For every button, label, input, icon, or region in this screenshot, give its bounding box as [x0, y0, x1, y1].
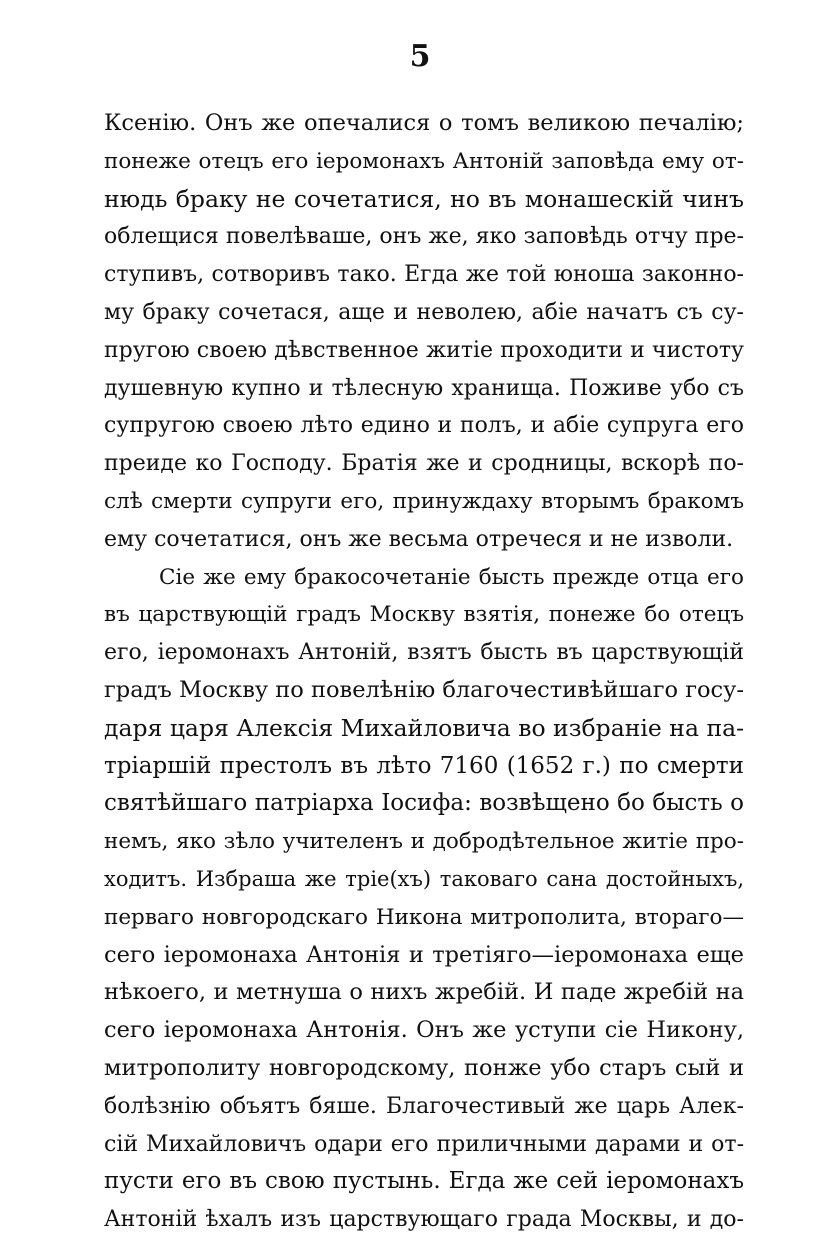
text-line: преиде ко Господу. Братія же и сродницы, вскорѣ по-: [104, 451, 744, 477]
text-line: слѣ смерти супруги его, принуждаху вторымъ бракомъ: [104, 488, 744, 514]
text-line: облещися повелѣваше, онъ же, яко заповѣдь отчу пре-: [104, 224, 744, 250]
text-line: му браку сочетася, аще и неволею, абіе начатъ съ су-: [104, 299, 744, 325]
text-line: душевную купно и тѣлесную хранища. Поживе убо съ: [104, 375, 744, 401]
text-line: сего іеромонаха Антонія. Онъ же уступи сіе Никону,: [104, 1017, 744, 1044]
text-line: митрополиту новгородскому, понже убо старъ сый и: [104, 1054, 744, 1081]
text-line: супругою своею лѣто едино и полъ, и абіе супруга его: [104, 413, 744, 439]
body-text: [104, 105, 744, 1239]
page-number: 5: [409, 39, 431, 74]
text-line: сего іеромонаха Антонія и третіяго—іеромонаха еще: [104, 941, 744, 968]
text-line: нѣкоего, и метнуша о нихъ жребій. И паде жребій на: [104, 979, 744, 1006]
text-line: ходитъ. Избраша же тріе(хъ) таковаго сана достойныхъ,: [104, 866, 744, 891]
text-line: святѣйшаго патріарха Іосифа: возвѣщено бо бысть о: [104, 790, 744, 817]
text-line: сій Михайловичъ одари его приличными дарами и от-: [104, 1131, 744, 1157]
text-line: градъ Москву по повелѣнію благочестивѣйшаго госу-: [104, 676, 744, 703]
text-line: болѣзнію объятъ бяше. Благочестивый же царь Алек-: [104, 1093, 744, 1119]
text-line: Ксенію. Онъ же опечалися о томъ великою печалію;: [104, 110, 744, 136]
text-line: ступивъ, сотворивъ тако. Егда же той юноша законно-: [104, 262, 744, 288]
text-line: пругою своею дѣвственное житіе проходити и чистоту: [104, 337, 744, 363]
text-line: его, іеромонахъ Антоній, взятъ бысть въ царствующій: [104, 640, 744, 666]
text-line: немъ, яко зѣло учителенъ и добродѣтельное житіе про-: [104, 829, 744, 855]
text-line: Антоній ѣхалъ изъ царствующаго града Москвы, и до-: [104, 1207, 744, 1233]
text-line: пусти его въ свою пустынь. Егда же сей іеромонахъ: [104, 1168, 744, 1195]
text-line: въ царствующій градъ Москву взятія, понеже бо отецъ: [104, 602, 744, 628]
text-line: ему сочетатися, онъ же весьма отречеся и не изволи.: [104, 526, 734, 552]
text-line: понеже отецъ его іеромонахъ Антоній заповѣда ему от-: [104, 148, 744, 174]
text-line: тріаршій престолъ въ лѣто 7160 (1652 г.) по смерти: [104, 752, 744, 779]
text-line: нюдь браку не сочетатися, но въ монашескій чинъ: [104, 184, 744, 213]
text-line: Сіе же ему бракосочетаніе бысть прежде отца его: [159, 564, 744, 590]
text-line: даря царя Алексія Михайловича во избраніе на па-: [104, 713, 744, 742]
text-line: перваго новгородскаго Никона митрополита, втораго—: [104, 904, 744, 930]
